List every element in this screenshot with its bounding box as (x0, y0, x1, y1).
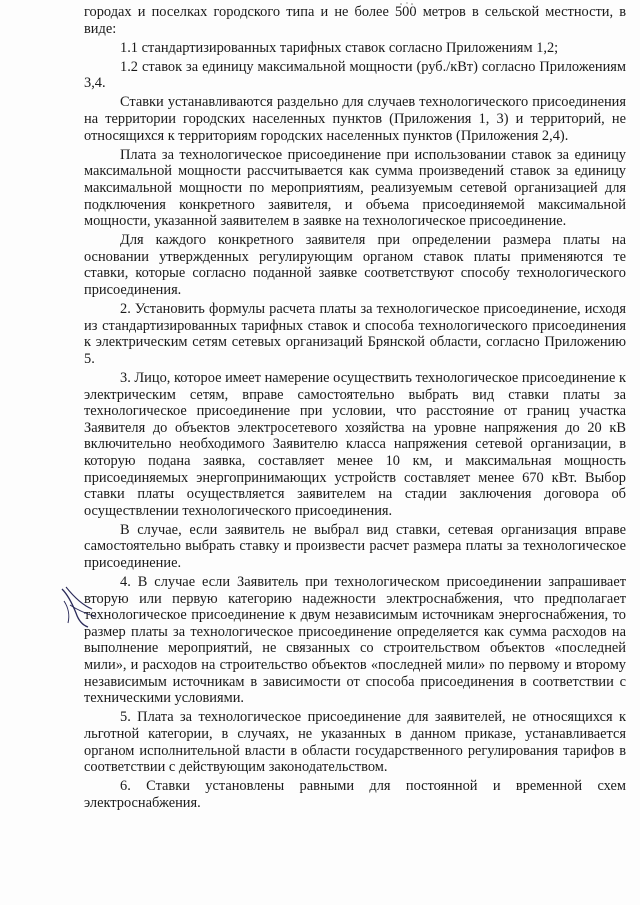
paragraph-item-4: 4. В случае если Заявитель при технологическом присоединении запрашивает вторую или первую категорию надежности электроснабжения, что предполагает технологическое присоединение к двум независимым источникам энергоснабжения, то размер платы за технологическое присоединение определяется как сумма расходов на выполнение мероприятий, не связанных со строительством объектов «последней мили», и расходов на строительство объектов «последней мили» по первому и второму независимым источникам в зависимости от способа присоединения в соответствии с техническими условиями. (84, 574, 626, 707)
paragraph-continuation: городах и поселках городского типа и не более 500 метров в сельской местности, в виде: (84, 4, 626, 37)
document-body (84, 4, 626, 814)
paragraph-item-1-2: 1.2 ставок за единицу максимальной мощности (руб./кВт) согласно Приложениям 3,4. (84, 58, 626, 92)
paragraph-applicant-rates: Для каждого конкретного заявителя при определении размера платы на основании утвержденных регулирующим органом ставок платы применяются те ставки, которые согласно поданной заявке соответствуют способу технологического присоединения. (84, 232, 626, 298)
paragraph-no-choice: В случае, если заявитель не выбрал вид ставки, сетевая организация вправе самостоятельно выбрать ставку и произвести расчет размера платы за технологическое присоединение. (84, 521, 626, 571)
paragraph-rates-separate: Ставки устанавливаются раздельно для случаев технологического присоединения на территории городских населенных пунктов (Приложения 1, 3) и территорий, не относящихся к территориям городских населенных пунктов (Приложения 2,4). (84, 94, 626, 144)
paragraph-item-2: 2. Установить формулы расчета платы за технологическое присоединение, исходя из стандартизированных тарифных ставок и способа технологического присоединения к электрическим сетям сетевых организаций Брянской области, согласно Приложению 5. (84, 301, 626, 367)
handwritten-mark (58, 583, 100, 631)
paragraph-item-3: 3. Лицо, которое имеет намерение осуществить технологическое присоединение к электрическим сетям, вправе самостоятельно выбрать вид ставки платы за технологическое присоединение при условии, что расстояние от границ участка Заявителя до объектов электросетевого хозяйства на уровне напряжения до 20 кВ включительно необходимого Заявителю класса напряжения сетевой организации, в которую подана заявка, составляет менее 10 км, и максимальная мощность присоединяемых энергопринимающих устройств составляет менее 670 кВт. Выбор ставки платы осуществляется заявителем на стадии заключения договора об осуществлении технологического присоединения. (84, 369, 626, 519)
paragraph-item-6: 6. Ставки установлены равными для постоянной и временной схем электроснабжения. (84, 778, 626, 811)
paragraph-fee-calculation: Плата за технологическое присоединение при использовании ставок за единицу максимальной мощности рассчитывается как сумма произведений ставок за единицу максимальной мощности по мероприятиям, реализуемым сетевой организацией для подключения конкретного заявителя, и объема присоединяемой максимальной мощности, указанной заявителем в заявке на технологическое присоединение. (84, 146, 626, 230)
paragraph-item-5: 5. Плата за технологическое присоединение для заявителей, не относящихся к льготной категории, в случаях, не указанных в данном приказе, устанавливается органом исполнительной власти в области государственного регулирования тарифов в соответствии с действующим законодательством. (84, 709, 626, 776)
paragraph-item-1-1: 1.1 стандартизированных тарифных ставок согласно Приложениям 1,2; (120, 39, 559, 56)
